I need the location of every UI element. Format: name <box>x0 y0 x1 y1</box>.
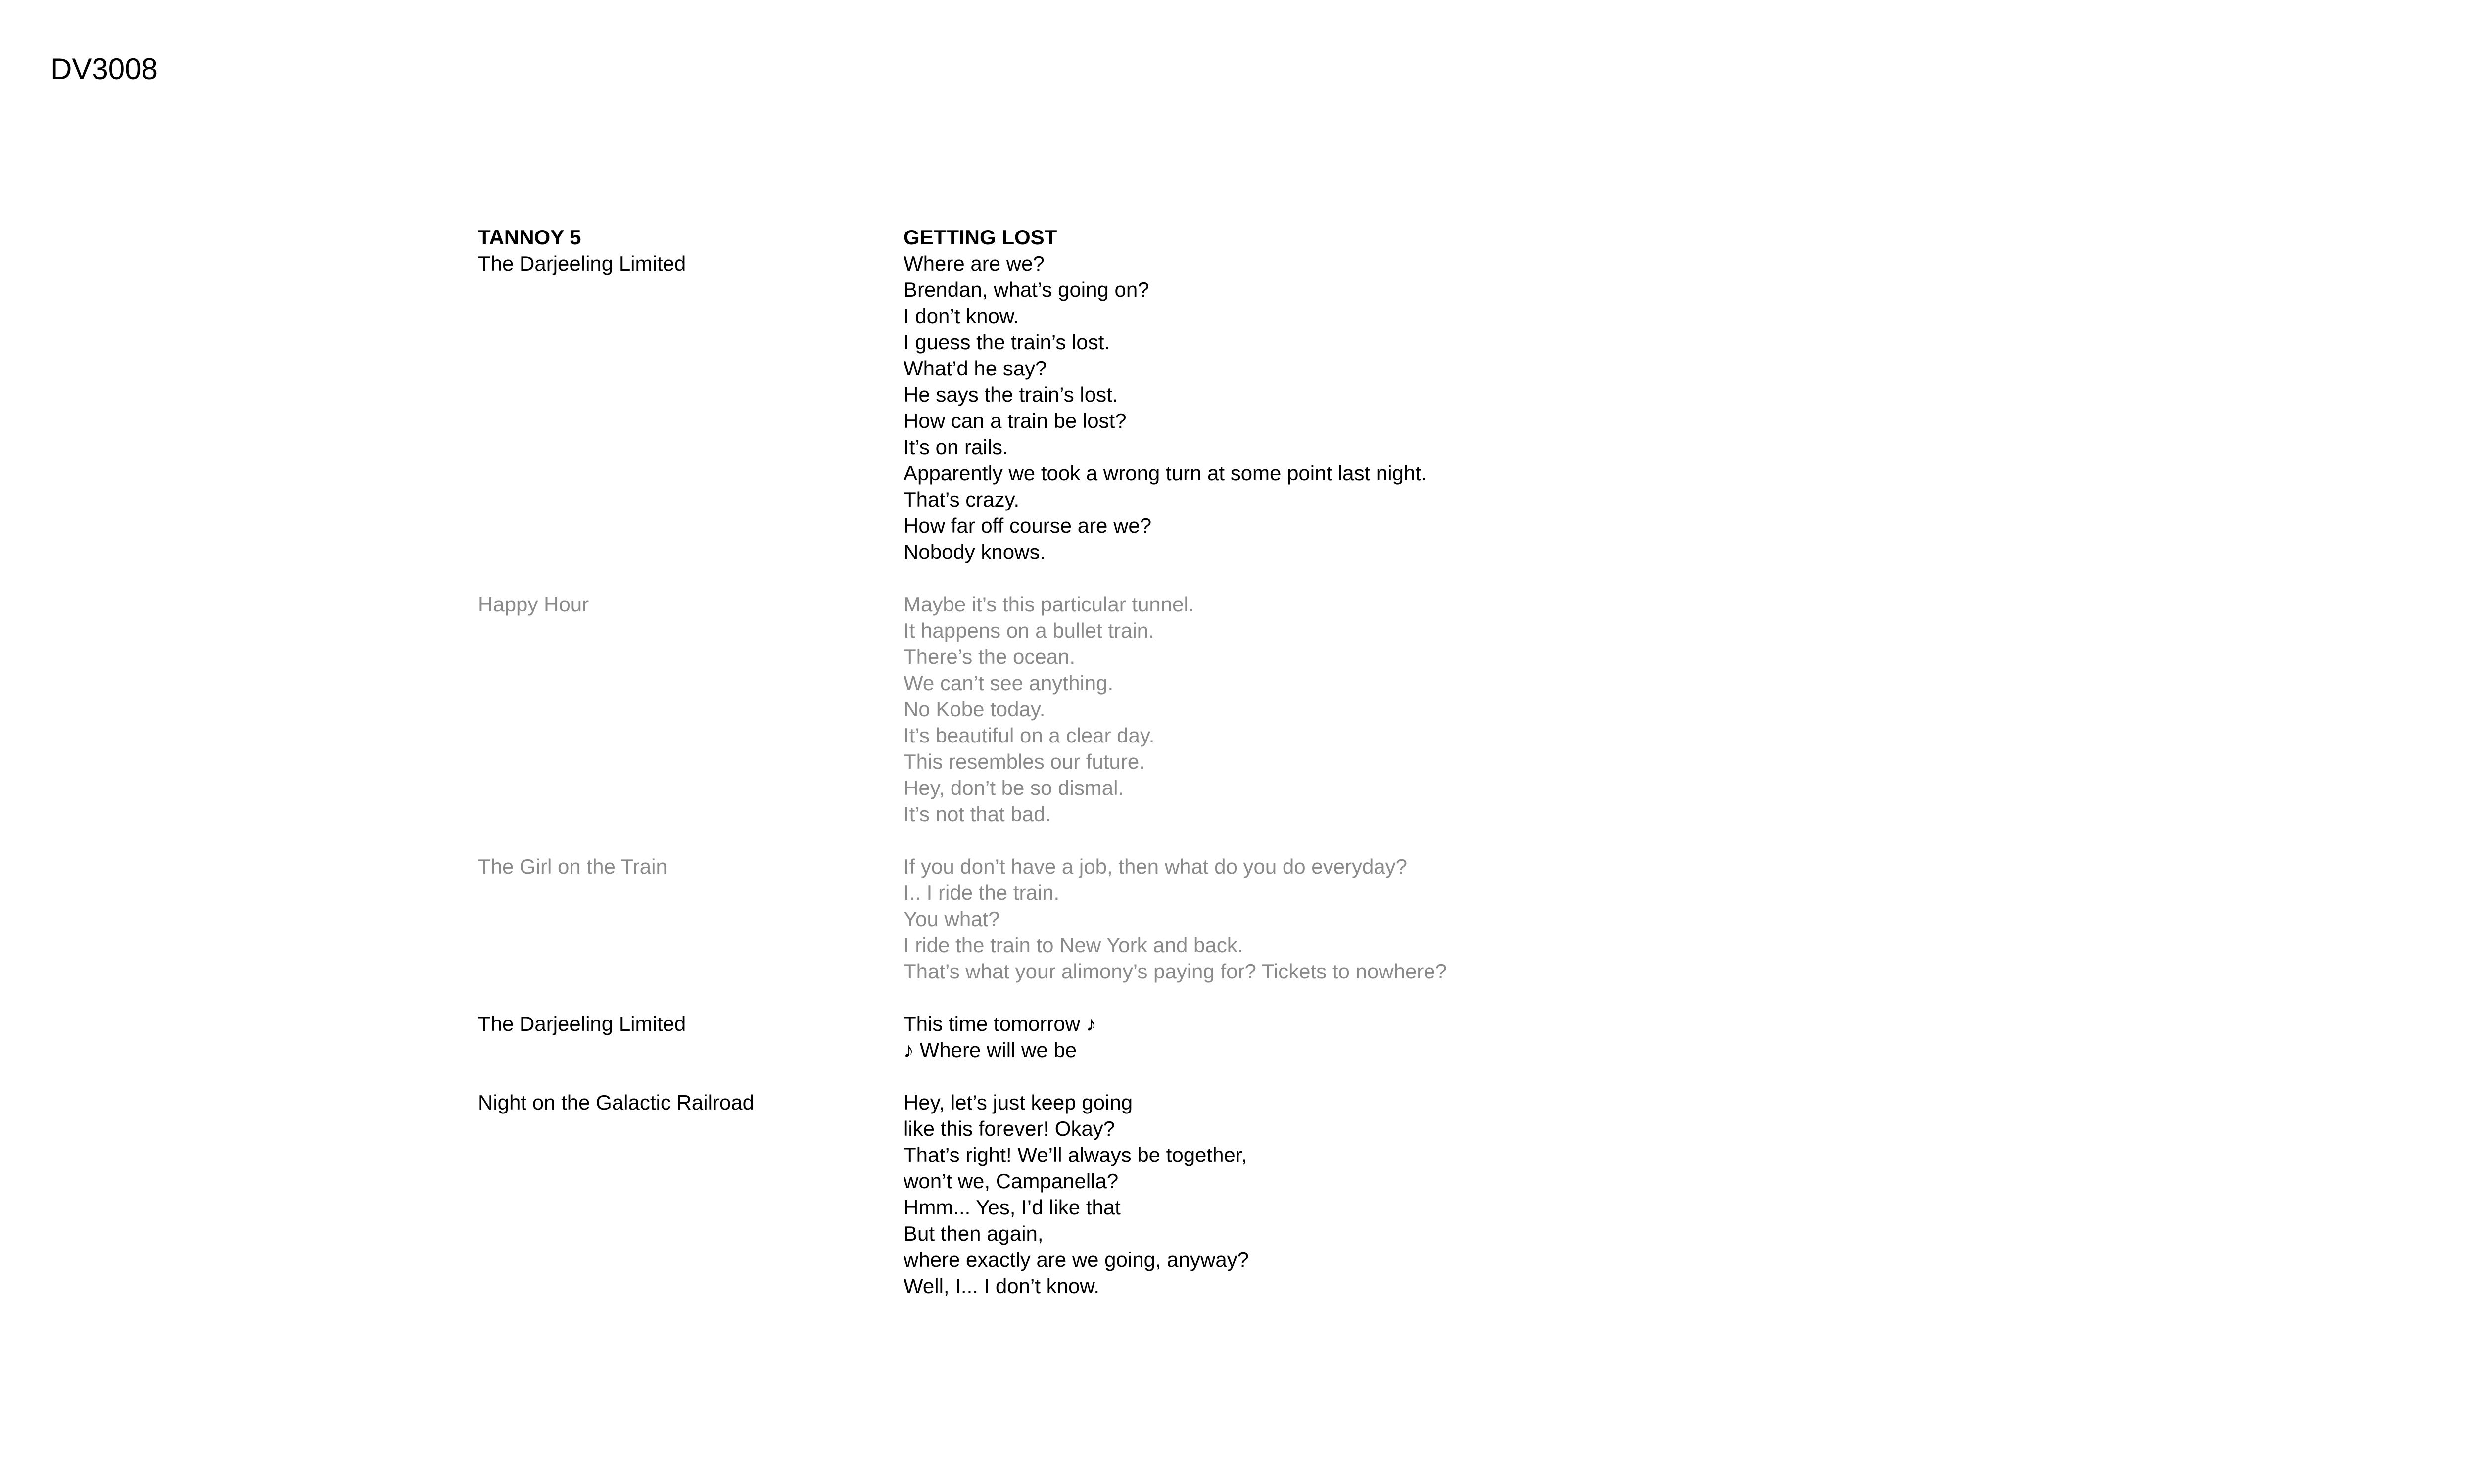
dialogue-line: I ride the train to New York and back. <box>904 933 1243 957</box>
source-column <box>478 1089 904 1115</box>
source-column <box>478 853 904 880</box>
dialogue-line: Hey, let’s just keep going <box>904 1091 1133 1114</box>
dialogue-heading: GETTING LOST <box>904 226 1057 249</box>
dialogue-line: That’s what your alimony’s paying for? Tickets to nowhere? <box>904 960 1447 983</box>
script-block-darjeeling-song <box>478 1011 2160 1063</box>
dialogue-line: I.. I ride the train. <box>904 881 1060 904</box>
dialogue-line: Hmm... Yes, I’d like that <box>904 1196 1121 1219</box>
source-column <box>478 1011 904 1037</box>
dialogue-line: Brendan, what’s going on? <box>904 278 1149 301</box>
dialogue-line: If you don’t have a job, then what do you do everyday? <box>904 855 1408 878</box>
source-title: The Darjeeling Limited <box>478 252 686 275</box>
dialogue-line: It’s on rails. <box>904 435 1008 459</box>
dialogue-line: It’s not that bad. <box>904 802 1051 826</box>
dialogue-line: No Kobe today. <box>904 697 1046 721</box>
source-column <box>478 591 904 617</box>
dialogue-line: won’t we, Campanella? <box>904 1169 1119 1193</box>
dialogue-line: You what? <box>904 907 1000 930</box>
dialogue-column <box>904 224 2160 565</box>
script-block-galactic-railroad <box>478 1089 2160 1299</box>
dialogue-column <box>904 1011 2160 1063</box>
source-title: Night on the Galactic Railroad <box>478 1091 754 1114</box>
dialogue-line: What’d he say? <box>904 357 1047 380</box>
dialogue-line: This resembles our future. <box>904 750 1145 773</box>
dialogue-line: Well, I... I don’t know. <box>904 1274 1100 1298</box>
dialogue-line: Nobody knows. <box>904 540 1046 563</box>
dialogue-line: I don’t know. <box>904 304 1019 327</box>
script-block-girl-on-the-train <box>478 853 2160 984</box>
dialogue-line: That’s crazy. <box>904 488 1020 511</box>
source-title: The Girl on the Train <box>478 855 667 878</box>
dialogue-line: like this forever! Okay? <box>904 1117 1115 1140</box>
script-table <box>478 224 2160 1299</box>
script-block-happy-hour <box>478 591 2160 827</box>
dialogue-line: That’s right! We’ll always be together, <box>904 1143 1247 1166</box>
dialogue-column <box>904 853 2160 984</box>
dialogue-line: It’s beautiful on a clear day. <box>904 724 1155 747</box>
source-title: The Darjeeling Limited <box>478 1012 686 1035</box>
dialogue-line: How far off course are we? <box>904 514 1152 537</box>
section-heading: TANNOY 5 <box>478 226 581 249</box>
dialogue-column <box>904 1089 2160 1299</box>
dialogue-line: We can’t see anything. <box>904 671 1114 695</box>
script-block-tannoy-5 <box>478 224 2160 565</box>
dialogue-line: This time tomorrow ♪ <box>904 1012 1096 1035</box>
dialogue-line: where exactly are we going, anyway? <box>904 1248 1249 1271</box>
dialogue-line: He says the train’s lost. <box>904 383 1118 406</box>
dialogue-line: How can a train be lost? <box>904 409 1127 432</box>
source-column <box>478 224 904 277</box>
dialogue-line: Where are we? <box>904 252 1045 275</box>
dialogue-line: It happens on a bullet train. <box>904 619 1154 642</box>
dialogue-line: But then again, <box>904 1222 1044 1245</box>
dialogue-line: There’s the ocean. <box>904 645 1076 668</box>
dialogue-line: I guess the train’s lost. <box>904 330 1110 354</box>
dialogue-line: ♪ Where will we be <box>904 1038 1077 1062</box>
dialogue-line: Hey, don’t be so dismal. <box>904 776 1124 799</box>
document-code: DV3008 <box>50 52 158 86</box>
dialogue-column <box>904 591 2160 827</box>
dialogue-line: Maybe it’s this particular tunnel. <box>904 593 1194 616</box>
source-title: Happy Hour <box>478 593 589 616</box>
dialogue-line: Apparently we took a wrong turn at some point last night. <box>904 462 1427 485</box>
